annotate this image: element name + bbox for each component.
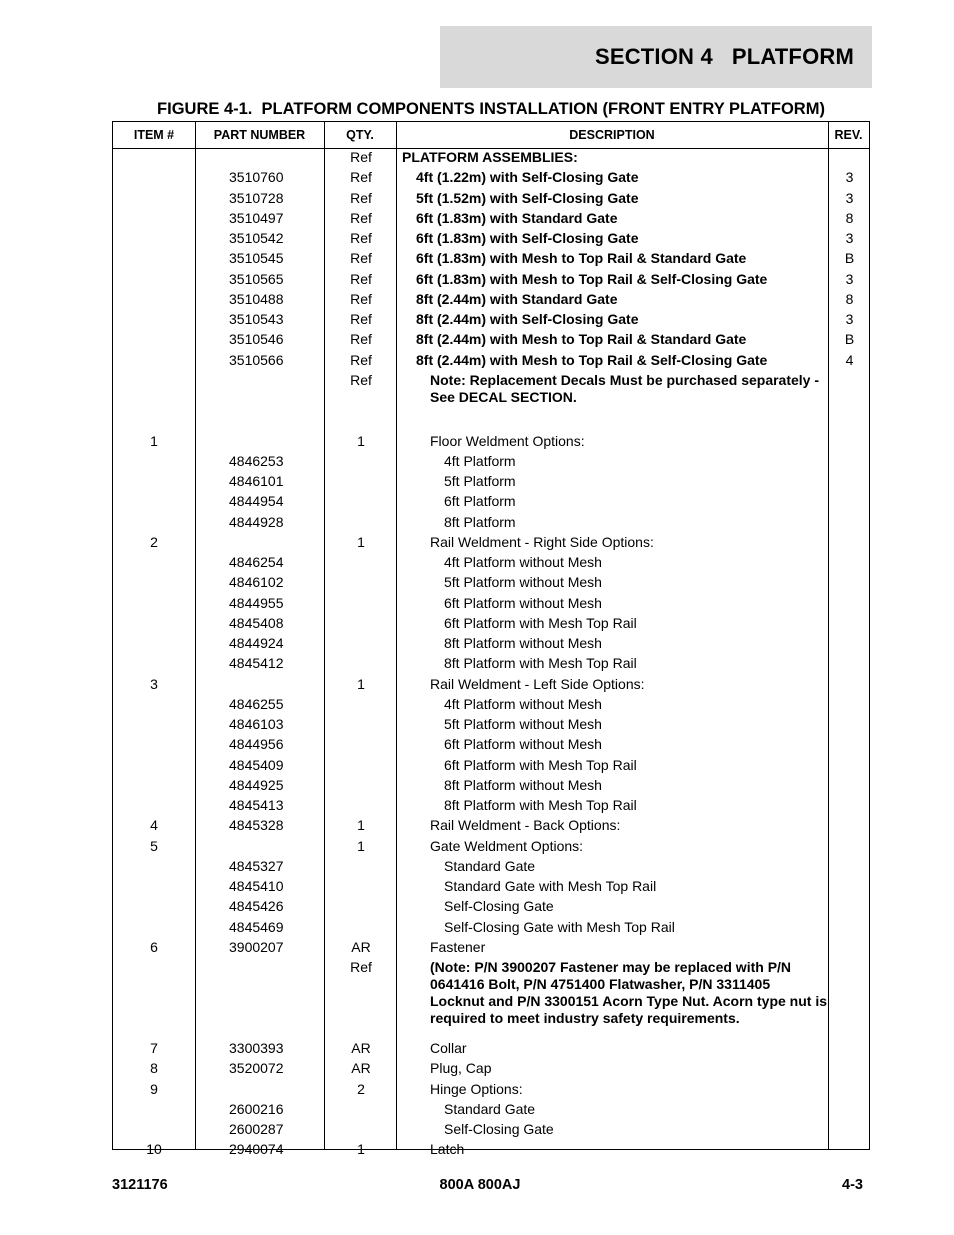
- description: 8ft Platform without Mesh: [444, 776, 602, 793]
- table-row: [113, 1141, 869, 1161]
- part-number: 3510542: [229, 230, 284, 246]
- table-row: [113, 635, 869, 655]
- description: Gate Weldment Options:: [430, 837, 584, 854]
- description: Note: Replacement Decals Must be purchased separately - See DECAL SECTION.: [430, 371, 820, 405]
- quantity: 2: [357, 1080, 365, 1097]
- description: 8ft Platform with Mesh Top Rail: [444, 655, 637, 672]
- column-header-part-number: PART NUMBER: [213, 128, 306, 142]
- part-number: 3300393: [229, 1040, 284, 1056]
- part-number: 2600287: [229, 1121, 284, 1137]
- table-row: [113, 554, 869, 574]
- description: 6ft Platform with Mesh Top Rail: [444, 614, 637, 631]
- item-number: 8: [150, 1060, 158, 1077]
- revision: 3: [845, 311, 854, 327]
- table-row: [113, 1121, 869, 1141]
- description: Standard Gate with Mesh Top Rail: [444, 878, 657, 894]
- description: 8ft (2.44m) with Mesh to Top Rail & Standard Gate: [416, 331, 747, 348]
- table-row: [113, 372, 869, 433]
- revision: 3: [845, 230, 854, 246]
- description: 6ft (1.83m) with Self-Closing Gate: [416, 230, 639, 246]
- quantity: 1: [357, 1141, 365, 1158]
- description: 4ft Platform without Mesh: [444, 695, 602, 712]
- part-number: 4845327: [229, 857, 284, 874]
- item-number: 5: [150, 837, 158, 854]
- item-number: 1: [150, 432, 158, 449]
- table-row: [113, 1101, 869, 1121]
- description: Standard Gate: [444, 857, 536, 874]
- description: 4ft Platform without Mesh: [444, 554, 602, 570]
- description: Latch: [430, 1141, 465, 1158]
- description: 6ft (1.83m) with Mesh to Top Rail & Self-Closing Gate: [416, 270, 768, 287]
- table-row: [113, 716, 869, 736]
- column-header-rev: REV.: [834, 128, 863, 142]
- part-number: 4845408: [229, 614, 284, 631]
- description: 8ft (2.44m) with Mesh to Top Rail & Self-Closing Gate: [416, 351, 768, 368]
- column-header-qty: QTY.: [346, 128, 374, 142]
- quantity: Ref: [350, 169, 372, 186]
- quantity: Ref: [350, 959, 372, 975]
- table-row: [113, 534, 869, 554]
- quantity: 1: [357, 675, 365, 692]
- quantity: Ref: [350, 209, 372, 226]
- quantity: AR: [351, 938, 371, 955]
- item-number: 3: [150, 675, 158, 692]
- table-row: [113, 473, 869, 493]
- description: 5ft Platform without Mesh: [444, 574, 602, 591]
- table-row: [113, 858, 869, 878]
- revision: 8: [845, 209, 854, 226]
- part-number: 4845409: [229, 756, 284, 773]
- table-row: [113, 838, 869, 858]
- description: Self-Closing Gate: [444, 898, 554, 915]
- table-row: [113, 1060, 869, 1080]
- part-number: 4845412: [229, 655, 284, 672]
- table-row: [113, 311, 869, 331]
- description: 8ft Platform with Mesh Top Rail: [444, 797, 637, 813]
- quantity: 1: [357, 837, 365, 854]
- part-number: 4844955: [229, 594, 284, 611]
- quantity: AR: [351, 1040, 371, 1056]
- part-number: 4846254: [229, 554, 284, 570]
- quantity: Ref: [350, 189, 372, 206]
- table-row: [113, 291, 869, 311]
- part-number: 3510546: [229, 331, 284, 348]
- table-body: [113, 148, 869, 1162]
- section-header: [440, 26, 872, 88]
- table-row: [113, 959, 869, 1040]
- part-number: 4844925: [229, 776, 284, 793]
- table-row: [113, 898, 869, 918]
- part-number: 4845469: [229, 918, 284, 935]
- description: 6ft Platform without Mesh: [444, 594, 602, 611]
- item-number: 7: [150, 1040, 158, 1056]
- part-number: 3510566: [229, 351, 284, 368]
- table-row: [113, 574, 869, 594]
- description: 5ft (1.52m) with Self-Closing Gate: [416, 189, 639, 206]
- part-number: 3900207: [229, 938, 284, 955]
- part-number: 3520072: [229, 1060, 284, 1077]
- description: Floor Weldment Options:: [430, 432, 585, 449]
- table-row: [113, 493, 869, 513]
- description: Rail Weldment - Right Side Options:: [430, 533, 654, 550]
- table-row: [113, 655, 869, 675]
- description: 5ft Platform without Mesh: [444, 716, 602, 732]
- description: Self-Closing Gate: [444, 1121, 554, 1137]
- description: (Note: P/N 3900207 Fastener may be replaced with P/N 0641416 Bolt, P/N 4751400 Flatwasher, P/N 3311405 Locknut and P/N 3300151 Acorn Type Nut. Acorn type nut is required to meet industry safety requirements.: [430, 959, 828, 1026]
- revision: B: [844, 250, 855, 267]
- table-row: [113, 230, 869, 250]
- table-row: [113, 149, 869, 169]
- part-number: 2940074: [229, 1141, 284, 1158]
- description: 4ft (1.22m) with Self-Closing Gate: [416, 169, 639, 186]
- description: Collar: [430, 1040, 467, 1056]
- section-title: SECTION 4 PLATFORM: [594, 44, 854, 69]
- part-number: 2600216: [229, 1100, 284, 1117]
- description: Self-Closing Gate with Mesh Top Rail: [444, 918, 675, 935]
- table-row: [113, 939, 869, 959]
- item-number: 10: [146, 1141, 162, 1158]
- table-row: [113, 919, 869, 939]
- parts-table: [112, 121, 870, 1158]
- quantity: Ref: [350, 250, 372, 267]
- footer-page-number: 4-3: [842, 1177, 863, 1193]
- table-row: [113, 1040, 869, 1060]
- item-number: 4: [150, 817, 158, 834]
- table-row: [113, 736, 869, 756]
- description: Hinge Options:: [430, 1080, 523, 1097]
- quantity: 1: [357, 817, 365, 834]
- table-row: [113, 797, 869, 817]
- table-row: [113, 817, 869, 837]
- description: 4ft Platform: [444, 452, 516, 469]
- quantity: Ref: [350, 311, 372, 327]
- figure-title: FIGURE 4-1. PLATFORM COMPONENTS INSTALLATION (FRONT ENTRY PLATFORM): [157, 100, 825, 118]
- description: 8ft (2.44m) with Standard Gate: [416, 290, 618, 307]
- table-row: [113, 433, 869, 453]
- quantity: AR: [351, 1060, 371, 1077]
- part-number: 4844928: [229, 513, 284, 530]
- part-number: 3510497: [229, 209, 284, 226]
- quantity: Ref: [350, 149, 372, 165]
- part-number: 4844956: [229, 736, 284, 753]
- table-row: [113, 331, 869, 351]
- table-row: [113, 696, 869, 716]
- table-row: [113, 514, 869, 534]
- description: 8ft Platform without Mesh: [444, 635, 602, 651]
- quantity: Ref: [350, 371, 372, 388]
- part-number: 4845328: [229, 817, 284, 834]
- description: 6ft Platform without Mesh: [444, 736, 602, 753]
- revision: 3: [845, 270, 854, 287]
- item-number: 9: [150, 1080, 158, 1097]
- part-number: 3510760: [229, 169, 284, 186]
- part-number: 4844924: [229, 635, 284, 651]
- part-number: 4845413: [229, 797, 284, 813]
- part-number: 4845426: [229, 898, 284, 915]
- quantity: Ref: [350, 331, 372, 348]
- description: Rail Weldment - Back Options:: [430, 817, 621, 834]
- part-number: 3510543: [229, 311, 284, 327]
- quantity: Ref: [350, 290, 372, 307]
- description: PLATFORM ASSEMBLIES:: [402, 149, 578, 165]
- table-row: [113, 1081, 869, 1101]
- table-row: [113, 352, 869, 372]
- revision: B: [844, 331, 855, 348]
- part-number: 3510728: [229, 189, 284, 206]
- part-number: 4844954: [229, 493, 284, 510]
- table-row: [113, 878, 869, 898]
- table-row: [113, 169, 869, 189]
- table-row: [113, 615, 869, 635]
- revision: 3: [845, 169, 854, 186]
- part-number: 4846103: [229, 716, 284, 732]
- part-number: 4846101: [229, 473, 284, 489]
- part-number: 3510565: [229, 270, 284, 287]
- table-row: [113, 777, 869, 797]
- quantity: 1: [357, 432, 365, 449]
- description: Fastener: [430, 938, 486, 955]
- description: 6ft (1.83m) with Mesh to Top Rail & Standard Gate: [416, 250, 747, 267]
- part-number: 4846102: [229, 574, 284, 591]
- table-row: [113, 453, 869, 473]
- footer-document-number: 3121176: [112, 1177, 168, 1193]
- footer-model: 800A 800AJ: [439, 1177, 521, 1193]
- revision: 8: [845, 290, 854, 307]
- revision: 4: [845, 351, 854, 368]
- table-row: [113, 271, 869, 291]
- revision: 3: [845, 189, 854, 206]
- part-number: 3510545: [229, 250, 284, 267]
- column-header-item: ITEM #: [133, 128, 175, 142]
- part-number: 4846253: [229, 452, 284, 469]
- description: Plug, Cap: [430, 1060, 492, 1077]
- table-row: [113, 250, 869, 270]
- quantity: Ref: [350, 230, 372, 246]
- part-number: 3510488: [229, 290, 284, 307]
- description: 8ft (2.44m) with Self-Closing Gate: [416, 311, 639, 327]
- column-header-description: DESCRIPTION: [569, 128, 655, 142]
- part-number: 4846255: [229, 695, 284, 712]
- table-row: [113, 190, 869, 210]
- item-number: 6: [150, 938, 158, 955]
- part-number: 4845410: [229, 878, 284, 894]
- table-row: [113, 210, 869, 230]
- description: Rail Weldment - Left Side Options:: [430, 675, 645, 692]
- quantity: 1: [357, 533, 365, 550]
- table-row: [113, 595, 869, 615]
- description: Standard Gate: [444, 1100, 536, 1117]
- quantity: Ref: [350, 270, 372, 287]
- quantity: Ref: [350, 351, 372, 368]
- description: 6ft (1.83m) with Standard Gate: [416, 209, 618, 226]
- description: 8ft Platform: [444, 513, 516, 530]
- table-row: [113, 757, 869, 777]
- description: 5ft Platform: [444, 473, 516, 489]
- description: 6ft Platform: [444, 493, 516, 510]
- table-row: [113, 676, 869, 696]
- item-number: 2: [150, 533, 158, 550]
- description: 6ft Platform with Mesh Top Rail: [444, 756, 637, 773]
